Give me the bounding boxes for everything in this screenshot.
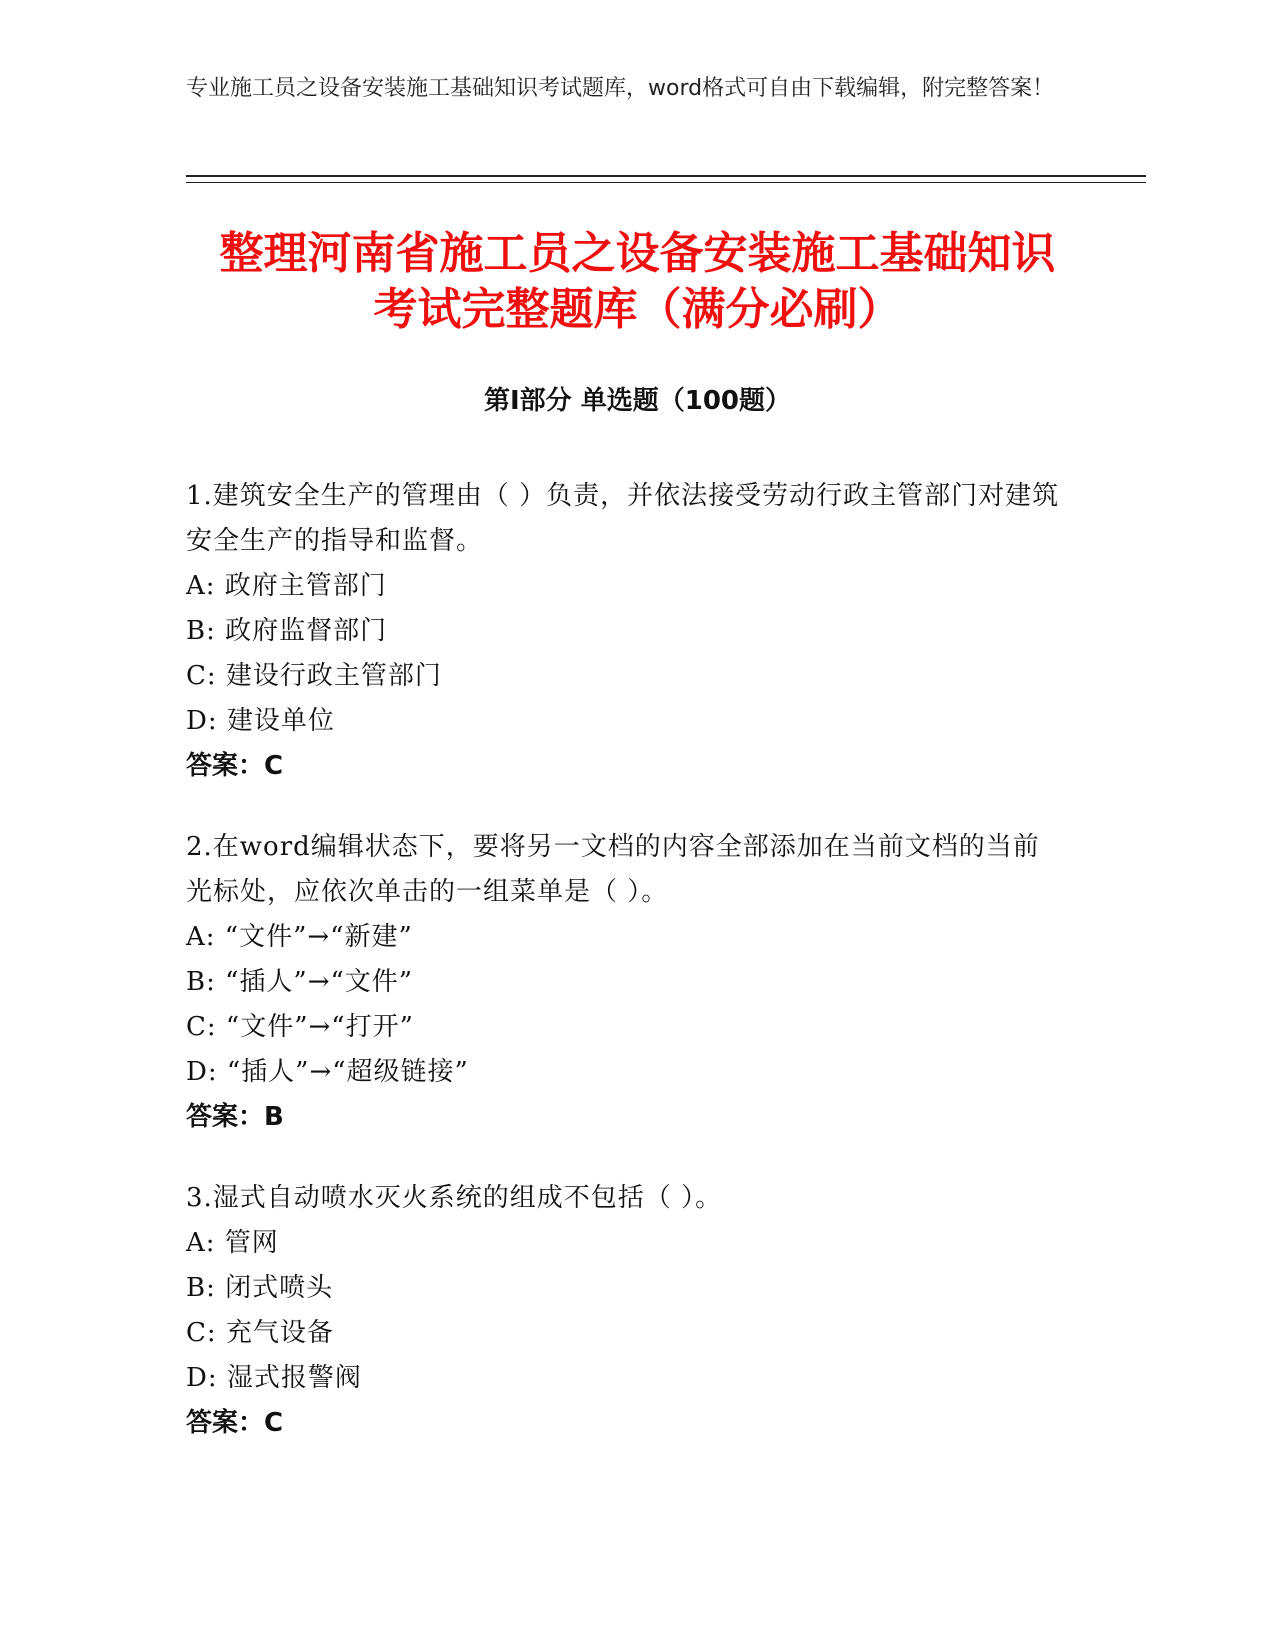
section-heading: 第Ⅰ部分 单选题（100题） (484, 386, 791, 416)
question-2 (186, 825, 1066, 1140)
document-title (150, 226, 1125, 338)
question-list (186, 474, 1066, 1482)
option-d: D: “插人”→“超级链接” (186, 1057, 469, 1087)
answer: 答案：C (186, 1408, 284, 1438)
option-a: A: 管网 (186, 1228, 279, 1258)
answer: 答案：B (186, 1102, 284, 1132)
option-a: A: “文件”→“新建” (186, 922, 413, 952)
option-b: B: 闭式喷头 (186, 1273, 334, 1303)
option-d: D: 湿式报警阀 (186, 1363, 362, 1393)
header-rule-thick (186, 175, 1146, 177)
question-3 (186, 1176, 1066, 1446)
option-d: D: 建设单位 (186, 706, 335, 736)
title-line-1: 整理河南省施工员之设备安装施工基础知识 (219, 228, 1056, 279)
option-c: C: 建设行政主管部门 (186, 661, 442, 691)
header-rule-thin (186, 182, 1146, 183)
title-line-2: 考试完整题库（满分必刷） (373, 284, 902, 335)
question-text: 2.在word编辑状态下，要将另一文档的内容全部添加在当前文档的当前光标处，应依次单击的一组菜单是（ ）。 (186, 832, 1040, 907)
option-c: C: “文件”→“打开” (186, 1012, 414, 1042)
question-text: 1.建筑安全生产的管理由（ ）负责，并依法接受劳动行政主管部门对建筑安全生产的指导和监督。 (186, 481, 1060, 556)
option-a: A: 政府主管部门 (186, 571, 387, 601)
option-b: B: 政府监督部门 (186, 616, 388, 646)
option-b: B: “插人”→“文件” (186, 967, 414, 997)
header-note: 专业施工员之设备安装施工基础知识考试题库，word格式可自由下载编辑，附完整答案！ (186, 76, 1055, 101)
option-c: C: 充气设备 (186, 1318, 334, 1348)
answer: 答案：C (186, 751, 284, 781)
question-text: 3.湿式自动喷水灭火系统的组成不包括（ ）。 (186, 1183, 723, 1213)
question-1 (186, 474, 1066, 789)
